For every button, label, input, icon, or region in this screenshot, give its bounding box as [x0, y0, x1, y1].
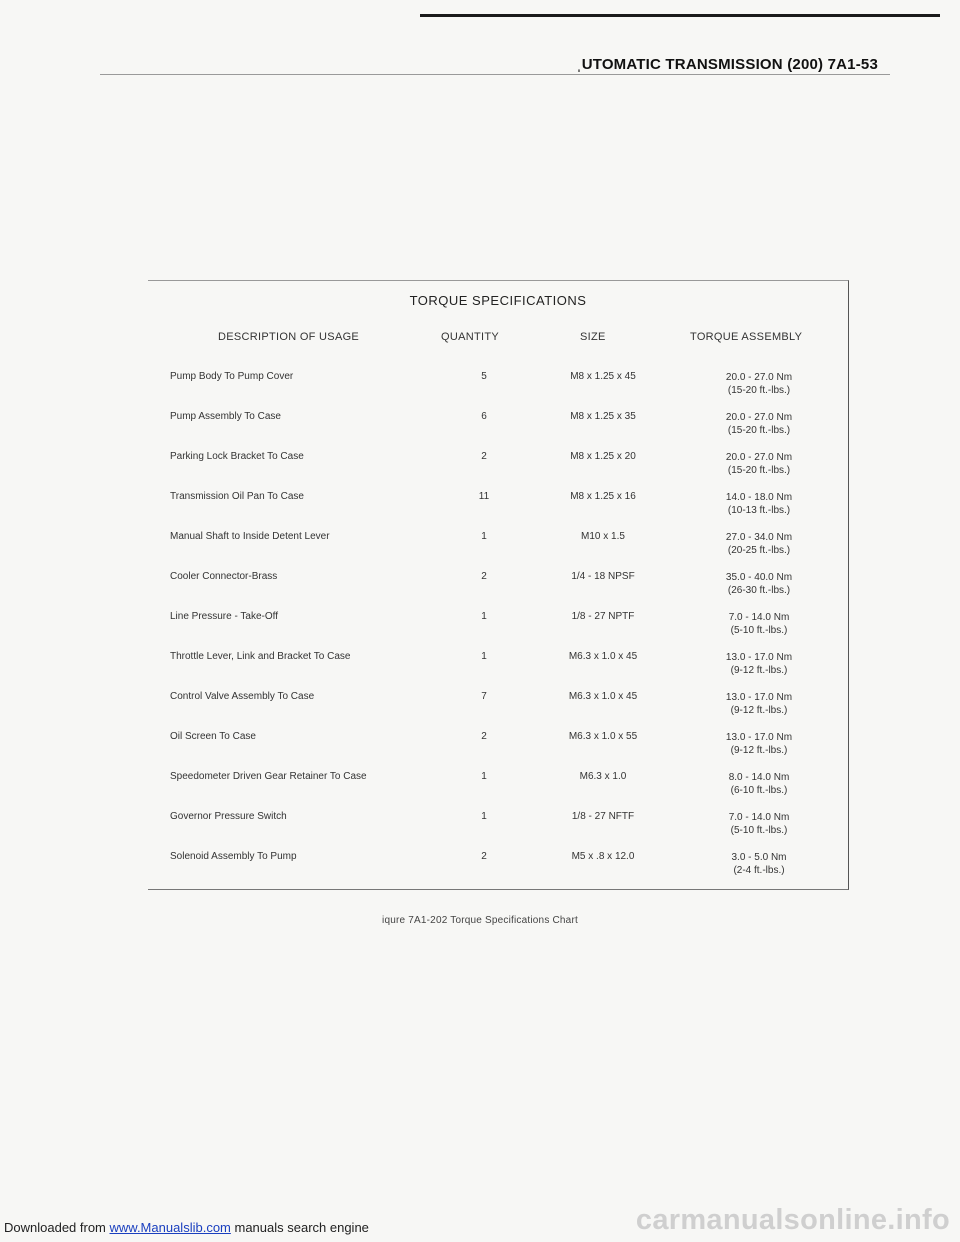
table-row	[148, 851, 848, 887]
cell-torque	[684, 691, 834, 717]
cell-size: M8 x 1.25 x 35	[570, 411, 636, 422]
cell-size: M6.3 x 1.0 x 45	[568, 691, 638, 702]
footer-suffix: manuals search engine	[230, 1220, 369, 1235]
cell-size: M8 x 1.25 x 16	[570, 491, 636, 502]
torque-nm: 3.0 - 5.0 Nm	[731, 852, 787, 863]
torque-nm: 7.0 - 14.0 Nm	[728, 612, 790, 623]
cell-quantity: 1	[481, 611, 487, 622]
cell-torque	[684, 531, 834, 557]
table-title: TORQUE SPECIFICATIONS	[409, 293, 587, 308]
header-torque: TORQUE ASSEMBLY	[690, 331, 803, 343]
download-footer	[4, 1220, 369, 1235]
cell-quantity: 1	[481, 651, 487, 662]
torque-ftlb: (9-12 ft.-lbs.)	[730, 665, 788, 676]
torque-ftlb: (15-20 ft.-lbs.)	[727, 385, 791, 396]
cell-description: Pump Body To Pump Cover	[170, 371, 294, 382]
cell-torque	[684, 811, 834, 837]
table-row	[148, 651, 848, 687]
cell-torque	[684, 731, 834, 757]
cell-torque	[684, 571, 834, 597]
cell-description: Solenoid Assembly To Pump	[170, 851, 297, 862]
header-description: DESCRIPTION OF USAGE	[218, 331, 360, 343]
table-row	[148, 691, 848, 727]
header-size: SIZE	[580, 331, 606, 343]
cell-size: M8 x 1.25 x 20	[570, 451, 636, 462]
torque-ftlb: (5-10 ft.-lbs.)	[730, 625, 788, 636]
running-head: ˌUTOMATIC TRANSMISSION (200) 7A1-53	[576, 56, 878, 73]
cell-torque	[684, 851, 834, 877]
cell-description: Line Pressure - Take-Off	[170, 611, 279, 622]
cell-description: Speedometer Driven Gear Retainer To Case	[170, 771, 367, 782]
torque-nm: 13.0 - 17.0 Nm	[725, 692, 793, 703]
cell-description: Throttle Lever, Link and Bracket To Case	[170, 651, 351, 662]
cell-size: 1/8 - 27 NPTF	[571, 611, 635, 622]
cell-size: M8 x 1.25 x 45	[570, 371, 636, 382]
cell-quantity: 2	[481, 451, 487, 462]
torque-nm: 13.0 - 17.0 Nm	[725, 652, 793, 663]
cell-quantity: 11	[478, 491, 490, 502]
table-row	[148, 531, 848, 567]
table-row	[148, 731, 848, 767]
cell-size: M6.3 x 1.0 x 45	[568, 651, 638, 662]
cell-torque	[684, 491, 834, 517]
cell-size: 1/8 - 27 NFTF	[571, 811, 635, 822]
cell-quantity: 1	[481, 531, 487, 542]
torque-nm: 20.0 - 27.0 Nm	[725, 412, 793, 423]
torque-ftlb: (10-13 ft.-lbs.)	[727, 505, 791, 516]
cell-torque	[684, 611, 834, 637]
torque-ftlb: (9-12 ft.-lbs.)	[730, 745, 788, 756]
cell-description: Parking Lock Bracket To Case	[170, 451, 304, 462]
cell-quantity: 2	[481, 851, 487, 862]
cell-description: Pump Assembly To Case	[170, 411, 281, 422]
cell-size: M6.3 x 1.0 x 55	[568, 731, 638, 742]
torque-ftlb: (2-4 ft.-lbs.)	[733, 865, 785, 876]
cell-quantity: 1	[481, 771, 487, 782]
header-quantity: QUANTITY	[441, 331, 500, 343]
cell-description: Cooler Connector-Brass	[170, 571, 278, 582]
table-row	[148, 811, 848, 847]
cell-description: Governor Pressure Switch	[170, 811, 287, 822]
footer-prefix: Downloaded from	[4, 1220, 110, 1235]
table-row	[148, 371, 848, 407]
figure-caption: iqure 7A1-202 Torque Specifications Chart	[382, 915, 578, 926]
torque-ftlb: (26-30 ft.-lbs.)	[727, 585, 791, 596]
torque-nm: 14.0 - 18.0 Nm	[725, 492, 793, 503]
torque-ftlb: (15-20 ft.-lbs.)	[727, 425, 791, 436]
top-scan-rule	[420, 14, 940, 17]
table-row	[148, 411, 848, 447]
torque-spec-table	[148, 280, 849, 890]
cell-description: Oil Screen To Case	[170, 731, 256, 742]
cell-quantity: 6	[481, 411, 487, 422]
table-row	[148, 771, 848, 807]
cell-quantity: 7	[481, 691, 487, 702]
cell-size: 1/4 - 18 NPSF	[571, 571, 635, 582]
torque-nm: 35.0 - 40.0 Nm	[725, 572, 793, 583]
cell-torque	[684, 451, 834, 477]
cell-description: Transmission Oil Pan To Case	[170, 491, 304, 502]
torque-nm: 8.0 - 14.0 Nm	[728, 772, 790, 783]
cell-quantity: 1	[481, 811, 487, 822]
torque-nm: 20.0 - 27.0 Nm	[725, 452, 793, 463]
cell-torque	[684, 651, 834, 677]
torque-ftlb: (5-10 ft.-lbs.)	[730, 825, 788, 836]
cell-description: Control Valve Assembly To Case	[170, 691, 315, 702]
cell-size: M5 x .8 x 12.0	[571, 851, 635, 862]
cell-quantity: 2	[481, 731, 487, 742]
cell-torque	[684, 371, 834, 397]
torque-nm: 27.0 - 34.0 Nm	[725, 532, 793, 543]
cell-torque	[684, 411, 834, 437]
torque-nm: 20.0 - 27.0 Nm	[725, 372, 793, 383]
watermark: carmanualsonline.info	[635, 1204, 950, 1236]
cell-torque	[684, 771, 834, 797]
manualslib-link[interactable]: www.Manualslib.com	[109, 1220, 231, 1235]
table-row	[148, 611, 848, 647]
table-row	[148, 491, 848, 527]
table-row	[148, 571, 848, 607]
torque-nm: 7.0 - 14.0 Nm	[728, 812, 790, 823]
cell-quantity: 2	[481, 571, 487, 582]
cell-size: M6.3 x 1.0	[579, 771, 627, 782]
header-rule	[100, 74, 890, 75]
torque-nm: 13.0 - 17.0 Nm	[725, 732, 793, 743]
torque-ftlb: (6-10 ft.-lbs.)	[730, 785, 788, 796]
torque-ftlb: (20-25 ft.-lbs.)	[727, 545, 791, 556]
torque-ftlb: (9-12 ft.-lbs.)	[730, 705, 788, 716]
cell-quantity: 5	[481, 371, 487, 382]
cell-size: M10 x 1.5	[581, 531, 625, 542]
torque-ftlb: (15-20 ft.-lbs.)	[727, 465, 791, 476]
cell-description: Manual Shaft to Inside Detent Lever	[170, 531, 330, 542]
table-row	[148, 451, 848, 487]
